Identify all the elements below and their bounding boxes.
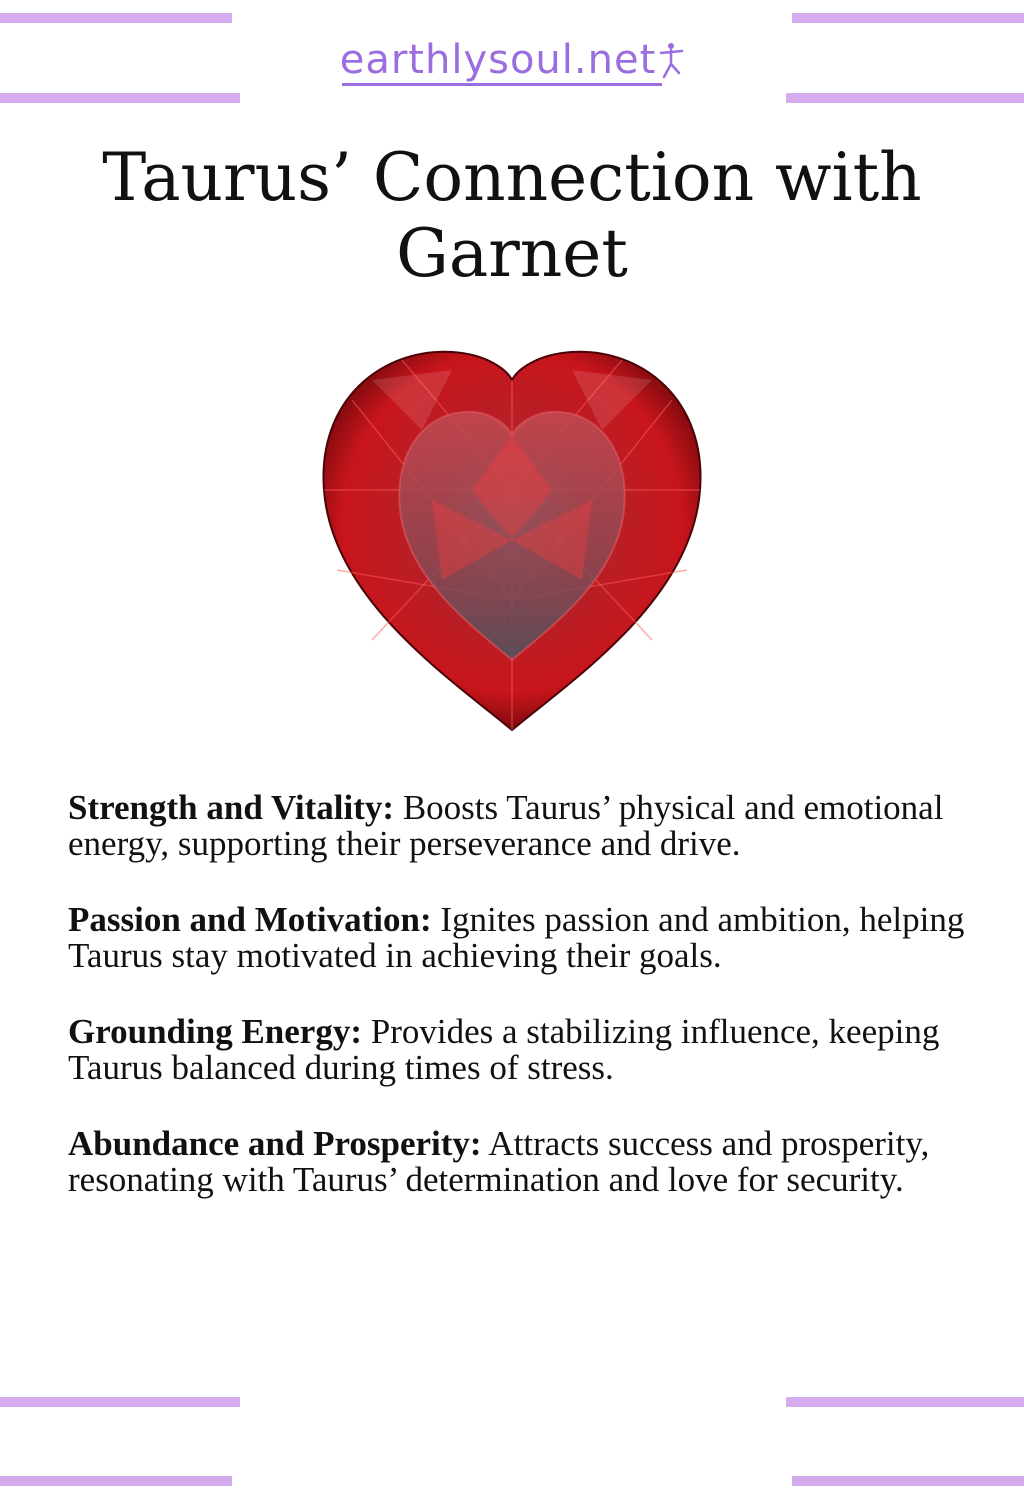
decor-bar bbox=[0, 1397, 240, 1407]
benefit-label: Grounding Energy: bbox=[68, 1012, 362, 1051]
dancer-icon bbox=[658, 40, 684, 80]
decor-bar bbox=[786, 1397, 1024, 1407]
benefit-text: Ignites passion and ambition, helping Taurus stay motivated in achieving their goals. bbox=[68, 900, 965, 975]
decor-bar bbox=[0, 1476, 232, 1486]
benefit-list bbox=[68, 790, 968, 1238]
title-line-2: Garnet bbox=[396, 215, 628, 292]
logo-underline bbox=[342, 83, 663, 86]
benefit-text: Attracts success and prosperity, resonating with Taurus’ determination and love for security. bbox=[68, 1124, 930, 1199]
benefit-item bbox=[68, 1014, 968, 1086]
decor-bar bbox=[792, 1476, 1024, 1486]
benefit-text: Boosts Taurus’ physical and emotional energy, supporting their perseverance and drive. bbox=[68, 788, 944, 863]
benefit-item bbox=[68, 790, 968, 862]
benefit-item bbox=[68, 1126, 968, 1198]
decor-bar bbox=[792, 13, 1024, 23]
decor-bar bbox=[0, 93, 240, 103]
benefit-item bbox=[68, 902, 968, 974]
title-line-1: Taurus’ Connection with bbox=[102, 139, 922, 216]
benefit-text: Provides a stabilizing influence, keeping Taurus balanced during times of stress. bbox=[68, 1012, 940, 1087]
decor-bar bbox=[0, 13, 232, 23]
logo-text: earthlysoul.net bbox=[339, 37, 657, 83]
garnet-heart-icon bbox=[312, 340, 712, 740]
benefit-label: Passion and Motivation: bbox=[68, 900, 432, 939]
page-title bbox=[0, 140, 1024, 292]
site-logo[interactable] bbox=[0, 36, 1024, 84]
benefit-label: Strength and Vitality: bbox=[68, 788, 395, 827]
decor-bar bbox=[786, 93, 1024, 103]
benefit-label: Abundance and Prosperity: bbox=[68, 1124, 482, 1163]
